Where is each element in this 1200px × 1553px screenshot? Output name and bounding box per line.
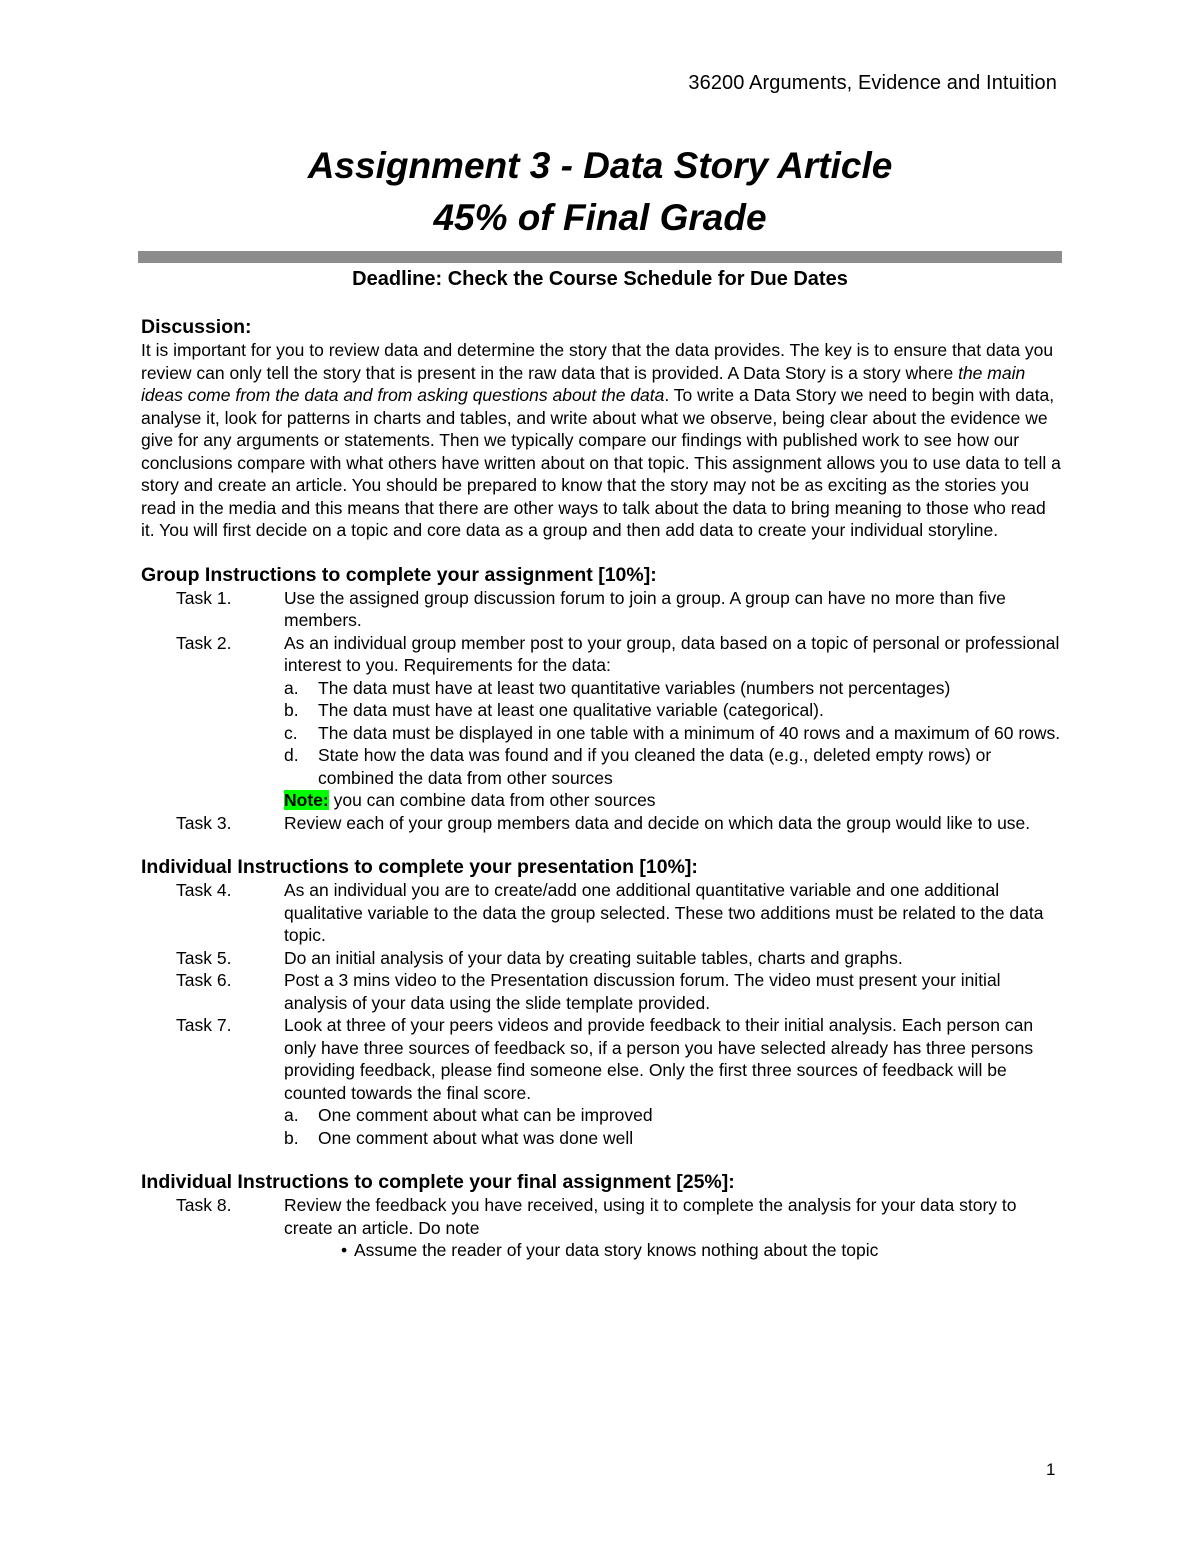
list-text: The data must be displayed in one table with a minimum of 40 rows and a maximum of 60 rows.	[318, 722, 1061, 743]
list-text: The data must have at least one qualitative variable (categorical).	[318, 700, 824, 720]
requirement-item	[284, 722, 1061, 745]
feedback-item	[284, 1104, 1061, 1127]
note-highlight: Note:	[284, 790, 329, 810]
task-text: As an individual you are to create/add one additional quantitative variable and one additional qualitative variable to the data the group selected. These two additions must be related to the data topic.	[284, 880, 1044, 945]
list-label: a.	[284, 677, 299, 698]
list-text: State how the data was found and if you cleaned the data (e.g., deleted empty rows) or combined the data from other sources	[318, 745, 992, 788]
page-number: 1	[1046, 1460, 1056, 1479]
list-label: d.	[284, 745, 299, 765]
running-header: 36200 Arguments, Evidence and Intuition	[688, 72, 1057, 94]
final-assignment-heading: Individual Instructions to complete your final assignment [25%]:	[141, 1171, 735, 1193]
task-label: Task 3.	[176, 812, 232, 833]
task-5	[141, 947, 1061, 970]
list-text: One comment about what can be improved	[318, 1105, 653, 1125]
task-1	[141, 587, 1061, 632]
document-title: Assignment 3 - Data Story Article	[307, 145, 893, 186]
task-text: As an individual group member post to your group, data based on a topic of personal or professional interest to you. Requirements for the data:	[284, 632, 1060, 675]
task-label: Task 6.	[176, 970, 232, 990]
discussion-paragraph	[141, 339, 1061, 542]
document-body	[141, 315, 1061, 1262]
bullet-item	[341, 1239, 1061, 1262]
task-8	[141, 1194, 1061, 1239]
task-4	[141, 879, 1061, 947]
task-6	[141, 969, 1061, 1014]
note-line	[284, 789, 1061, 812]
task-7	[141, 1014, 1061, 1104]
task-label: Task 2.	[176, 632, 232, 653]
grade-weight-title: 45% of Final Grade	[433, 197, 767, 238]
task-label: Task 5.	[176, 947, 232, 968]
deadline-heading: Deadline: Check the Course Schedule for Due Dates	[352, 268, 848, 290]
list-label: a.	[284, 1105, 299, 1125]
list-label: b.	[284, 700, 299, 720]
title-divider	[138, 251, 1062, 263]
task-text: Review each of your group members data and decide on which data the group would like to use.	[284, 812, 1031, 833]
discussion-text-1: It is important for you to review data and determine the story that the data provides. The key is to ensure that data you review can only tell the story that is present in the raw data that is provided. A Data Story is a story where	[141, 340, 1054, 383]
task-label: Task 7.	[176, 1015, 232, 1035]
group-instructions-heading: Group Instructions to complete your assignment [10%]:	[141, 563, 657, 586]
bullet-text: Assume the reader of your data story knows nothing about the topic	[354, 1240, 879, 1260]
task-text: Use the assigned group discussion forum to join a group. A group can have no more than five members.	[284, 587, 1006, 630]
requirement-item	[284, 699, 1061, 722]
discussion-text-2: . To write a Data Story we need to begin with data, analyse it, look for patterns in charts and tables, and write about what we observe, being clear about the evidence we give for any arguments or statements. Then we typically compare our findings with published work to see how our conclusions compare with what others have written about on that topic. This assignment allows you to use data to tell a story and create an article. You should be prepared to know that the story may not be as exciting as the stories you read in the media and this means that there are other ways to talk about the data to bring meaning to those who read it. You will first decide on a topic and core data as a group and then add data to create your individual storyline.	[141, 385, 1061, 540]
list-label: b.	[284, 1127, 299, 1148]
task-2	[141, 632, 1061, 677]
requirement-item	[284, 744, 1061, 789]
discussion-text-italic: the main ideas come from the data and from asking questions about the data	[141, 362, 1026, 405]
task-label: Task 1.	[176, 587, 232, 608]
task-3	[141, 812, 1061, 835]
task-label: Task 4.	[176, 880, 232, 900]
task-label: Task 8.	[176, 1195, 232, 1215]
task-text: Review the feedback you have received, using it to complete the analysis for your data story to create an article. Do note	[284, 1195, 1017, 1238]
task-text: Post a 3 mins video to the Presentation discussion forum. The video must present your initial analysis of your data using the slide template provided.	[284, 970, 1001, 1013]
list-text: One comment about what was done well	[318, 1127, 634, 1148]
task-text: Do an initial analysis of your data by creating suitable tables, charts and graphs.	[284, 947, 903, 968]
feedback-item	[284, 1127, 1061, 1150]
task-text: Look at three of your peers videos and provide feedback to their initial analysis. Each person can only have three sources of feedback so, if a person you have selected already has three persons providing feedback, please find someone else. Only the first three sources of feedback will be counted towards the final score.	[284, 1015, 1034, 1103]
list-label: c.	[284, 722, 298, 743]
note-text: you can combine data from other sources	[328, 790, 656, 810]
bullet-icon: •	[341, 1240, 348, 1260]
discussion-heading: Discussion:	[141, 316, 252, 338]
requirement-item	[284, 677, 1061, 700]
list-text: The data must have at least two quantitative variables (numbers not percentages)	[318, 677, 951, 698]
presentation-instructions-heading: Individual Instructions to complete your presentation [10%]:	[141, 856, 698, 878]
